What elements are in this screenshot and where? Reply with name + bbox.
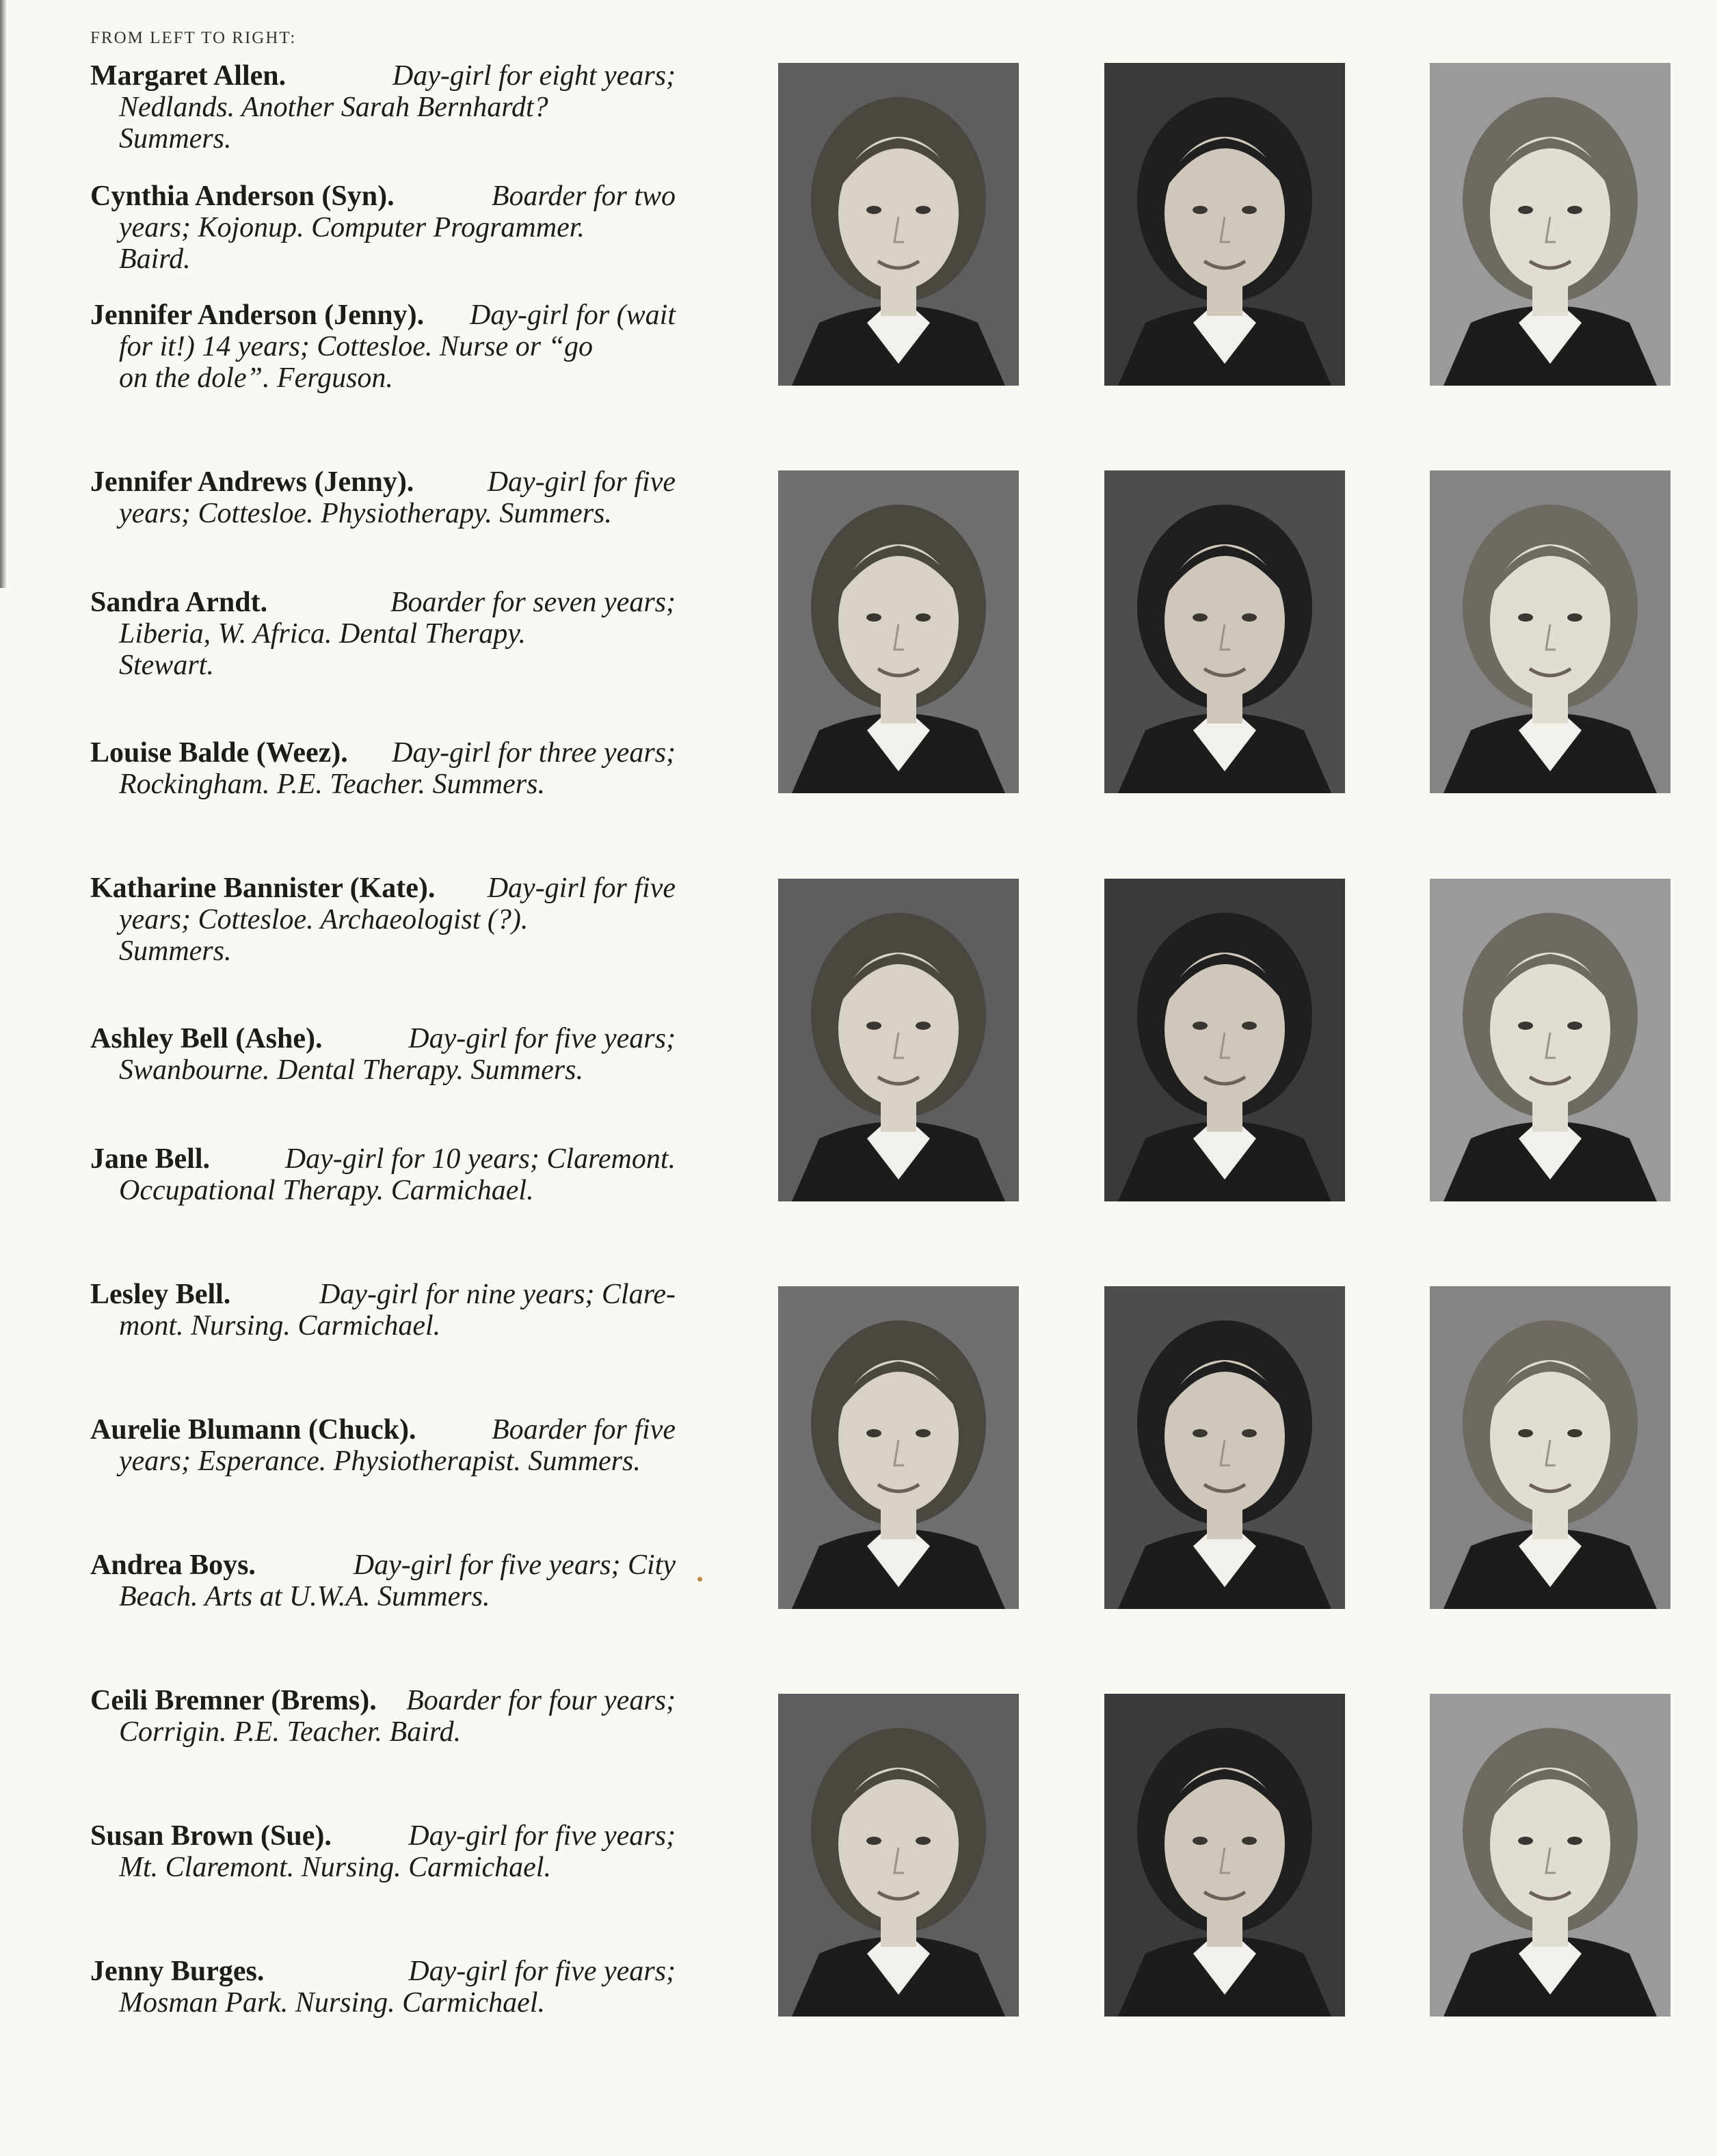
entry-line (90, 1852, 676, 1883)
entry-jennifer-anderson (90, 300, 676, 394)
entry-line (90, 1716, 676, 1748)
entry-text: Boarder for four years; (406, 1685, 676, 1716)
entry-text: Rockingham. P.E. Teacher. Summers. (119, 769, 545, 800)
entry-text: Day-girl for (wait (470, 300, 676, 331)
entry-text: Mosman Park. Nursing. Carmichael. (119, 1987, 545, 2019)
entry-line (90, 1414, 676, 1446)
student-name: Jane Bell. (90, 1143, 210, 1175)
print-speck (697, 1577, 702, 1582)
entry-line (90, 466, 676, 498)
entry-jenny-burges (90, 1956, 676, 2019)
student-name: Lesley Bell. (90, 1279, 231, 1310)
entry-text: Beach. Arts at U.W.A. Summers. (119, 1581, 490, 1612)
entry-text: for it!) 14 years; Cottesloe. Nurse or “go (119, 331, 593, 362)
student-portrait-photo (1430, 63, 1671, 386)
entry-line (90, 650, 676, 681)
entry-text: Day-girl for five years; (408, 1820, 676, 1852)
entry-lesley-bell (90, 1279, 676, 1342)
student-portrait-photo (778, 879, 1019, 1201)
entry-text: Mt. Claremont. Nursing. Carmichael. (119, 1852, 551, 1883)
entry-line (90, 1143, 676, 1175)
entry-text: on the dole”. Ferguson. (119, 362, 393, 394)
entry-line (90, 1820, 676, 1852)
entry-line (90, 904, 676, 935)
student-name: Jenny Burges. (90, 1956, 265, 1987)
entry-text: Boarder for five (491, 1414, 676, 1446)
entry-line (90, 1175, 676, 1206)
student-portrait-photo (1104, 1286, 1345, 1609)
entry-line (90, 1446, 676, 1477)
entry-text: years; Cottesloe. Physiotherapy. Summers. (119, 498, 612, 529)
student-name: Sandra Arndt. (90, 587, 268, 618)
entry-text: Baird. (119, 243, 191, 275)
entry-andrea-boys (90, 1549, 676, 1612)
entry-line (90, 92, 676, 123)
entry-line (90, 1054, 676, 1086)
student-portrait-photo (1430, 1286, 1671, 1609)
student-portrait-photo (778, 470, 1019, 793)
entry-aurelie-blumann (90, 1414, 676, 1477)
student-portrait-photo (1104, 1694, 1345, 2017)
entry-ashley-bell (90, 1023, 676, 1086)
entry-text: Day-girl for eight years; (392, 60, 676, 92)
entry-ceili-bremner (90, 1685, 676, 1748)
student-portrait-photo (1430, 470, 1671, 793)
entry-text: Occupational Therapy. Carmichael. (119, 1175, 534, 1206)
entry-text: Day-girl for five (487, 466, 676, 498)
student-name: Susan Brown (Sue). (90, 1820, 332, 1852)
entry-margaret-allen (90, 60, 676, 155)
student-name: Aurelie Blumann (Chuck). (90, 1414, 416, 1446)
student-name: Louise Balde (Weez). (90, 737, 348, 769)
entry-sandra-arndt (90, 587, 676, 681)
entry-line (90, 212, 676, 243)
entry-text: years; Kojonup. Computer Programmer. (119, 212, 585, 243)
student-portrait-photo (1104, 63, 1345, 386)
entry-line (90, 60, 676, 92)
entry-line (90, 1310, 676, 1342)
page-header: FROM LEFT TO RIGHT: (90, 29, 297, 47)
entry-cynthia-anderson (90, 181, 676, 275)
entry-text: Swanbourne. Dental Therapy. Summers. (119, 1054, 583, 1086)
entry-text: Day-girl for 10 years; Claremont. (284, 1143, 676, 1175)
entry-line (90, 331, 676, 362)
entry-line (90, 123, 676, 155)
entry-line (90, 362, 676, 394)
entry-line (90, 181, 676, 212)
entry-text: years; Cottesloe. Archaeologist (?). (119, 904, 529, 935)
entry-line (90, 618, 676, 650)
student-portrait-photo (1430, 1694, 1671, 2017)
student-portrait-photo (1104, 470, 1345, 793)
page-edge-shadow (0, 0, 7, 588)
entry-text: Summers. (119, 123, 232, 155)
student-portrait-photo (778, 1286, 1019, 1609)
entry-text: Summers. (119, 935, 232, 967)
entry-line (90, 1581, 676, 1612)
entry-text: Day-girl for five years; City (353, 1549, 676, 1581)
entry-text: years; Esperance. Physiotherapist. Summers. (119, 1446, 641, 1477)
entry-text: Day-girl for five years; (408, 1023, 676, 1054)
student-name: Jennifer Anderson (Jenny). (90, 300, 425, 331)
entry-text: Boarder for two (491, 181, 676, 212)
entry-susan-brown (90, 1820, 676, 1883)
student-portrait-photo (1430, 879, 1671, 1201)
entry-katharine-bannister (90, 873, 676, 967)
student-name: Margaret Allen. (90, 60, 287, 92)
student-name: Ashley Bell (Ashe). (90, 1023, 323, 1054)
entry-text: Nedlands. Another Sarah Bernhardt? (119, 92, 548, 123)
entry-line (90, 1956, 676, 1987)
entry-text: Day-girl for three years; (392, 737, 676, 769)
entry-line (90, 737, 676, 769)
entry-jane-bell (90, 1143, 676, 1206)
entry-line (90, 873, 676, 904)
entry-line (90, 1279, 676, 1310)
student-name: Andrea Boys. (90, 1549, 256, 1581)
student-name: Ceili Bremner (Brems). (90, 1685, 377, 1716)
entry-text: Boarder for seven years; (390, 587, 676, 618)
entry-text: mont. Nursing. Carmichael. (119, 1310, 441, 1342)
entry-line (90, 769, 676, 800)
entry-line (90, 243, 676, 275)
entry-line (90, 587, 676, 618)
student-name: Katharine Bannister (Kate). (90, 873, 436, 904)
student-name: Jennifer Andrews (Jenny). (90, 466, 414, 498)
student-portrait-photo (778, 1694, 1019, 2017)
entry-text: Liberia, W. Africa. Dental Therapy. (119, 618, 527, 650)
student-portrait-photo (1104, 879, 1345, 1201)
entry-text: Stewart. (119, 650, 214, 681)
entry-jennifer-andrews (90, 466, 676, 529)
entry-text: Day-girl for five (487, 873, 676, 904)
entry-line (90, 300, 676, 331)
entry-text: Day-girl for nine years; Clare- (319, 1279, 676, 1310)
entry-text: Corrigin. P.E. Teacher. Baird. (119, 1716, 462, 1748)
student-portrait-photo (778, 63, 1019, 386)
student-name: Cynthia Anderson (Syn). (90, 181, 395, 212)
entry-line (90, 1023, 676, 1054)
entry-text: Day-girl for five years; (408, 1956, 676, 1987)
entry-line (90, 935, 676, 967)
entry-line (90, 1987, 676, 2019)
entry-louise-balde (90, 737, 676, 800)
entry-line (90, 498, 676, 529)
entry-line (90, 1685, 676, 1716)
entry-line (90, 1549, 676, 1581)
